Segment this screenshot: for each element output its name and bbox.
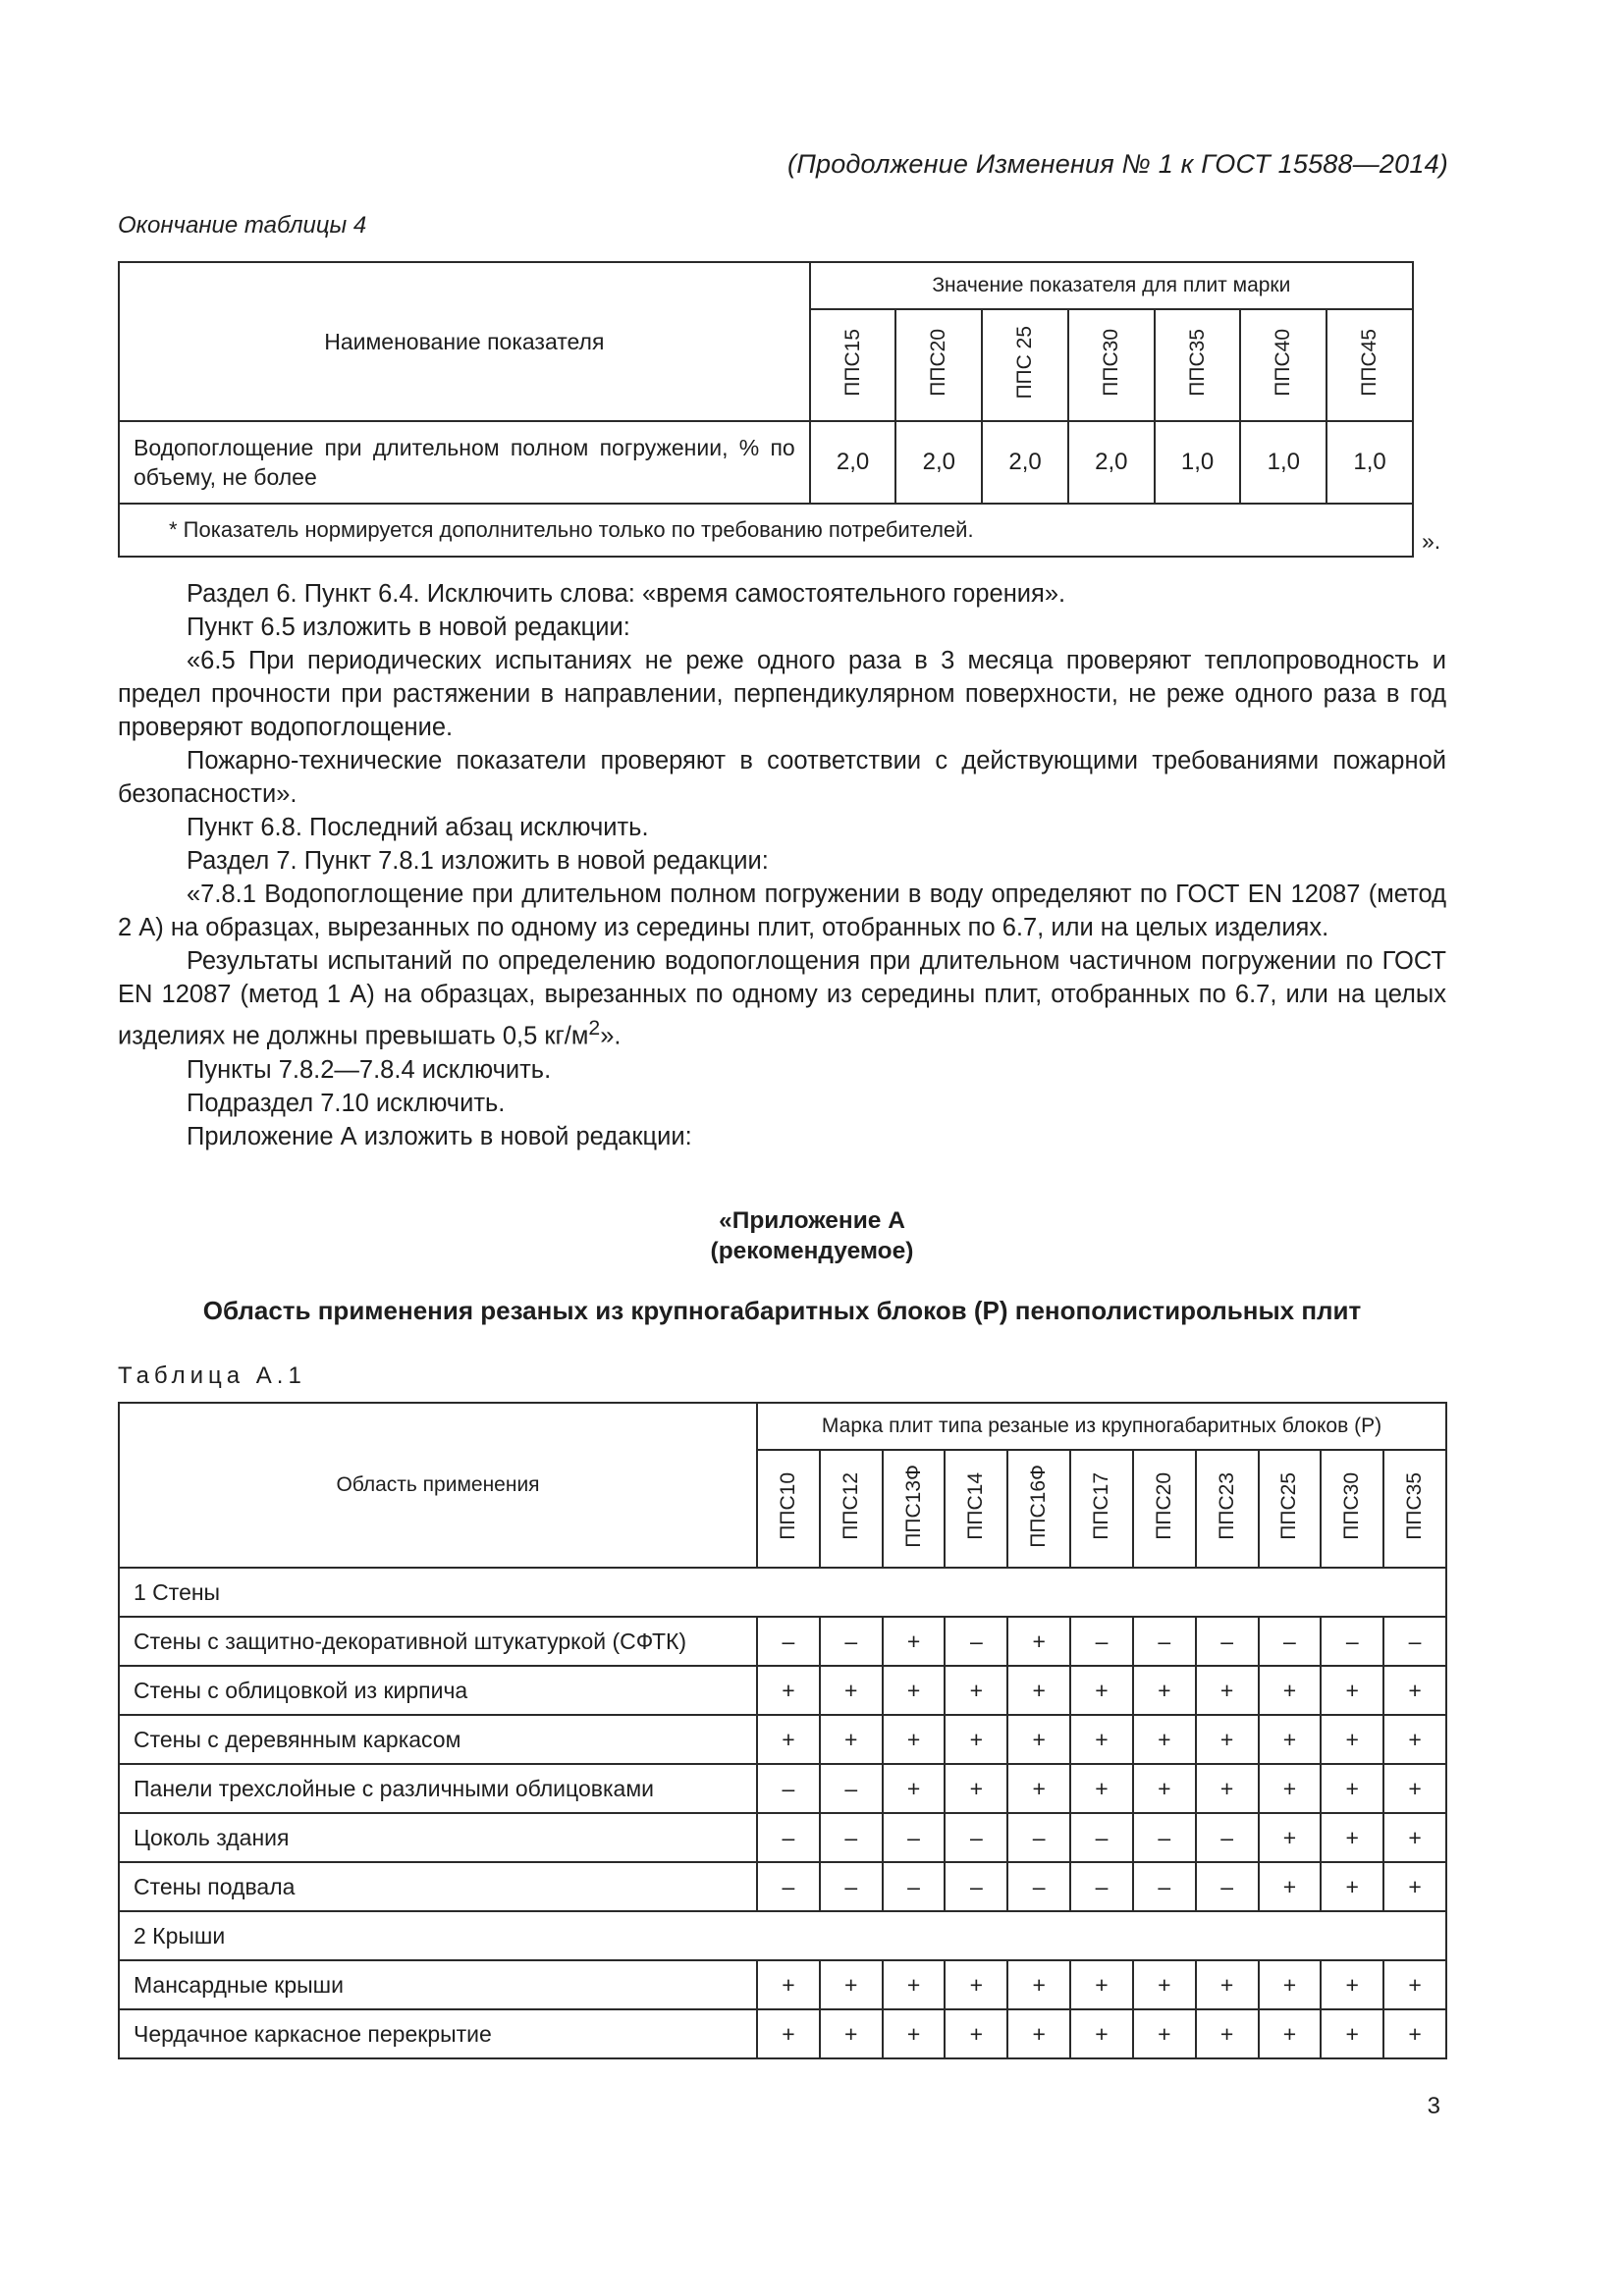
application-area: Чердачное каркасное перекрытие (119, 2009, 757, 2058)
applicability-cell: + (1321, 1862, 1383, 1911)
mark-label: ППС 25 (1013, 325, 1037, 400)
applicability-cell: – (945, 1813, 1007, 1862)
paragraph-tail: ». (600, 1022, 622, 1050)
mark-label: ППС20 (927, 328, 950, 397)
value-cell: 1,0 (1240, 421, 1326, 504)
applicability-cell: – (1070, 1813, 1133, 1862)
section-row-label: 1 Стены (119, 1568, 1446, 1617)
table-row (119, 1617, 1446, 1666)
applicability-cell: + (1133, 1715, 1196, 1764)
mark-header (895, 309, 982, 421)
paragraph: Раздел 7. Пункт 7.8.1 изложить в новой редакции: (187, 847, 769, 875)
mark-header (1133, 1450, 1196, 1568)
paragraph: «6.5 При периодических испытаниях не реже одного раза в 3 месяца проверяют теплопроводность и предел прочности при растяжении в направлении, перпендикулярном поверхности, не реже одного раза в год проверяют водопоглощение. (118, 647, 1446, 741)
closing-quote: ». (1422, 528, 1441, 554)
mark-label: ППС25 (1277, 1471, 1301, 1540)
indicator-name: Водопоглощение при длительном полном погружении, % по объему, не более (119, 421, 810, 504)
applicability-cell: – (757, 1764, 820, 1813)
table-a1 (118, 1402, 1447, 2059)
mark-header (1259, 1450, 1322, 1568)
applicability-cell: + (1196, 1715, 1259, 1764)
mark-header (810, 309, 896, 421)
applicability-cell: + (1070, 1715, 1133, 1764)
table-a1-label: Таблица А.1 (118, 1362, 306, 1389)
mark-header (1321, 1450, 1383, 1568)
table-4-note: * Показатель нормируется дополнительно только по требованию потребителей. (119, 504, 1413, 557)
mark-label: ППС17 (1089, 1471, 1112, 1540)
applicability-cell: + (1321, 1666, 1383, 1715)
applicability-cell: – (1133, 1813, 1196, 1862)
table-row (119, 1813, 1446, 1862)
applicability-cell: + (1007, 1960, 1070, 2009)
paragraph: Пункты 7.8.2—7.8.4 исключить. (187, 1055, 552, 1084)
applicability-cell: + (945, 1666, 1007, 1715)
applicability-cell: + (1133, 1960, 1196, 2009)
applicability-cell: – (820, 1862, 883, 1911)
body-text (118, 577, 1446, 1153)
applicability-cell: + (1259, 1715, 1322, 1764)
applicability-cell: – (820, 1764, 883, 1813)
applicability-cell: – (1321, 1617, 1383, 1666)
applicability-cell: + (1133, 2009, 1196, 2058)
value-cell: 1,0 (1155, 421, 1241, 504)
paragraph-text: Результаты испытаний по определению водопоглощения при длительном частичном погружении по ГОСТ EN 12087 (метод 1 А) на образцах, вырезанных по одному из середины плит, отобранных по 6.7, или на целых изделиях не должны превышать 0,5 кг/м (118, 947, 1446, 1050)
paragraph: Приложение А изложить в новой редакции: (187, 1122, 692, 1150)
applicability-cell: + (1007, 1764, 1070, 1813)
appendix-heading: Область применения резаных из крупногабаритных блоков (Р) пенополистирольных плит (202, 1296, 1362, 1325)
applicability-cell: + (1383, 1666, 1446, 1715)
applicability-cell: + (1383, 1862, 1446, 1911)
applicability-cell: – (1383, 1617, 1446, 1666)
applicability-cell: + (1383, 1764, 1446, 1813)
applicability-cell: – (1133, 1617, 1196, 1666)
applicability-cell: + (1259, 2009, 1322, 2058)
applicability-cell: + (757, 1666, 820, 1715)
mark-label: ППС14 (964, 1471, 988, 1540)
table-row (119, 1764, 1446, 1813)
value-cell: 2,0 (810, 421, 896, 504)
applicability-cell: – (1196, 1862, 1259, 1911)
applicability-cell: + (1259, 1764, 1322, 1813)
applicability-cell: + (1196, 1764, 1259, 1813)
applicability-cell: – (883, 1813, 946, 1862)
applicability-cell: – (820, 1617, 883, 1666)
paragraph: Раздел 6. Пункт 6.4. Исключить слова: «время самостоятельного горения». (187, 580, 1066, 608)
mark-label: ППС15 (840, 328, 864, 397)
applicability-cell: + (945, 1715, 1007, 1764)
mark-header (1196, 1450, 1259, 1568)
applicability-cell: + (1259, 1960, 1322, 2009)
mark-group-header: Марка плит типа резаные из крупногабаритных блоков (Р) (757, 1403, 1446, 1450)
mark-label: ППС30 (1099, 328, 1122, 397)
area-header: Область применения (119, 1403, 757, 1568)
paragraph: Подраздел 7.10 исключить. (187, 1089, 506, 1117)
applicability-cell: + (883, 1960, 946, 2009)
application-area: Стены с облицовкой из кирпича (119, 1666, 757, 1715)
value-cell: 2,0 (982, 421, 1068, 504)
mark-label: ППС40 (1272, 328, 1295, 397)
applicability-cell: + (1007, 2009, 1070, 2058)
mark-label: ППС35 (1185, 328, 1209, 397)
applicability-cell: + (820, 2009, 883, 2058)
mark-label: ППС13Ф (901, 1464, 925, 1548)
applicability-cell: – (1196, 1813, 1259, 1862)
applicability-cell: + (1259, 1666, 1322, 1715)
application-area: Стены с защитно-декоративной штукатуркой (СФТК) (119, 1617, 757, 1666)
mark-header (1070, 1450, 1133, 1568)
applicability-cell: + (757, 1715, 820, 1764)
table-row (119, 1911, 1446, 1960)
applicability-cell: + (1070, 1960, 1133, 2009)
mark-header (757, 1450, 820, 1568)
value-cell: 2,0 (1068, 421, 1155, 504)
applicability-cell: + (883, 1715, 946, 1764)
applicability-cell: + (1007, 1666, 1070, 1715)
mark-label: ППС35 (1403, 1471, 1427, 1540)
applicability-cell: – (1259, 1617, 1322, 1666)
applicability-cell: – (757, 1862, 820, 1911)
paragraph: Пожарно-технические показатели проверяют в соответствии с действующими требованиями пожарной безопасности». (118, 747, 1446, 808)
applicability-cell: + (1321, 1813, 1383, 1862)
applicability-cell: + (1133, 1666, 1196, 1715)
applicability-cell: + (820, 1960, 883, 2009)
table-row (119, 1715, 1446, 1764)
applicability-cell: + (883, 2009, 946, 2058)
applicability-cell: – (820, 1813, 883, 1862)
application-area: Стены подвала (119, 1862, 757, 1911)
page-header: (Продолжение Изменения № 1 к ГОСТ 15588—2014) (787, 149, 1448, 179)
applicability-cell: + (1007, 1715, 1070, 1764)
applicability-cell: + (883, 1666, 946, 1715)
mark-header (820, 1450, 883, 1568)
mark-label: ППС12 (839, 1471, 862, 1540)
mark-label: ППС30 (1340, 1471, 1364, 1540)
applicability-cell: + (1383, 1715, 1446, 1764)
applicability-cell: + (883, 1617, 946, 1666)
table-row (119, 2009, 1446, 2058)
appendix-title (0, 1205, 1624, 1266)
applicability-cell: – (757, 1813, 820, 1862)
applicability-cell: + (1196, 2009, 1259, 2058)
mark-header (1068, 309, 1155, 421)
mark-header (945, 1450, 1007, 1568)
mark-header (1007, 1450, 1070, 1568)
application-area: Цоколь здания (119, 1813, 757, 1862)
appendix-title-line: «Приложение А (719, 1207, 905, 1234)
table-4-caption: Окончание таблицы 4 (118, 212, 367, 239)
paragraph (118, 944, 1446, 1053)
applicability-cell: + (1070, 1666, 1133, 1715)
applicability-cell: + (1383, 1960, 1446, 2009)
mark-header (1383, 1450, 1446, 1568)
mark-header (1240, 309, 1326, 421)
applicability-cell: + (1321, 2009, 1383, 2058)
applicability-cell: + (820, 1666, 883, 1715)
superscript: 2 (588, 1016, 601, 1040)
mark-header (982, 309, 1068, 421)
applicability-cell: + (945, 2009, 1007, 2058)
applicability-cell: + (945, 1764, 1007, 1813)
table-4 (118, 261, 1414, 558)
page-number: 3 (1427, 2093, 1440, 2119)
mark-label: ППС20 (1152, 1471, 1175, 1540)
paragraph: «7.8.1 Водопоглощение при длительном полном погружении в воду определяют по ГОСТ EN 12087 (метод 2 А) на образцах, вырезанных по одному из середины плит, отобранных по 6.7, или на целых изделиях. (118, 881, 1446, 941)
applicability-cell: + (1321, 1764, 1383, 1813)
applicability-cell: – (757, 1617, 820, 1666)
applicability-cell: + (1321, 1715, 1383, 1764)
indicator-name-header: Наименование показателя (119, 262, 810, 421)
applicability-cell: + (1259, 1813, 1322, 1862)
value-cell: 1,0 (1326, 421, 1413, 504)
table-row (119, 1960, 1446, 2009)
mark-label: ППС10 (776, 1471, 799, 1540)
applicability-cell: – (1007, 1862, 1070, 1911)
applicability-cell: + (757, 1960, 820, 2009)
mark-header (1155, 309, 1241, 421)
table-row (119, 1862, 1446, 1911)
applicability-cell: – (1133, 1862, 1196, 1911)
applicability-cell: + (757, 2009, 820, 2058)
applicability-cell: + (1196, 1666, 1259, 1715)
applicability-cell: + (1133, 1764, 1196, 1813)
applicability-cell: + (1383, 1813, 1446, 1862)
applicability-cell: – (883, 1862, 946, 1911)
appendix-status: (рекомендуемое) (710, 1238, 914, 1264)
applicability-cell: – (1007, 1813, 1070, 1862)
applicability-cell: – (1196, 1617, 1259, 1666)
applicability-cell: + (1070, 2009, 1133, 2058)
applicability-cell: + (1383, 2009, 1446, 2058)
applicability-cell: – (1070, 1862, 1133, 1911)
applicability-cell: + (820, 1715, 883, 1764)
mark-label: ППС16Ф (1027, 1464, 1051, 1548)
paragraph: Пункт 6.5 изложить в новой редакции: (187, 614, 630, 641)
mark-label: ППС23 (1215, 1471, 1238, 1540)
table-row (119, 1568, 1446, 1617)
applicability-cell: + (1070, 1764, 1133, 1813)
application-area: Мансардные крыши (119, 1960, 757, 2009)
mark-header (883, 1450, 946, 1568)
applicability-cell: + (945, 1960, 1007, 2009)
applicability-cell: – (945, 1862, 1007, 1911)
mark-label: ППС45 (1358, 328, 1381, 397)
value-cell: 2,0 (895, 421, 982, 504)
table-row (119, 1666, 1446, 1715)
applicability-cell: + (883, 1764, 946, 1813)
applicability-cell: + (1259, 1862, 1322, 1911)
applicability-cell: + (1007, 1617, 1070, 1666)
section-row-label: 2 Крыши (119, 1911, 1446, 1960)
paragraph: Пункт 6.8. Последний абзац исключить. (187, 814, 649, 841)
mark-group-header: Значение показателя для плит марки (810, 262, 1413, 309)
applicability-cell: – (1070, 1617, 1133, 1666)
applicability-cell: – (945, 1617, 1007, 1666)
application-area: Стены с деревянным каркасом (119, 1715, 757, 1764)
applicability-cell: + (1321, 1960, 1383, 2009)
application-area: Панели трехслойные с различными облицовками (119, 1764, 757, 1813)
mark-header (1326, 309, 1413, 421)
applicability-cell: + (1196, 1960, 1259, 2009)
